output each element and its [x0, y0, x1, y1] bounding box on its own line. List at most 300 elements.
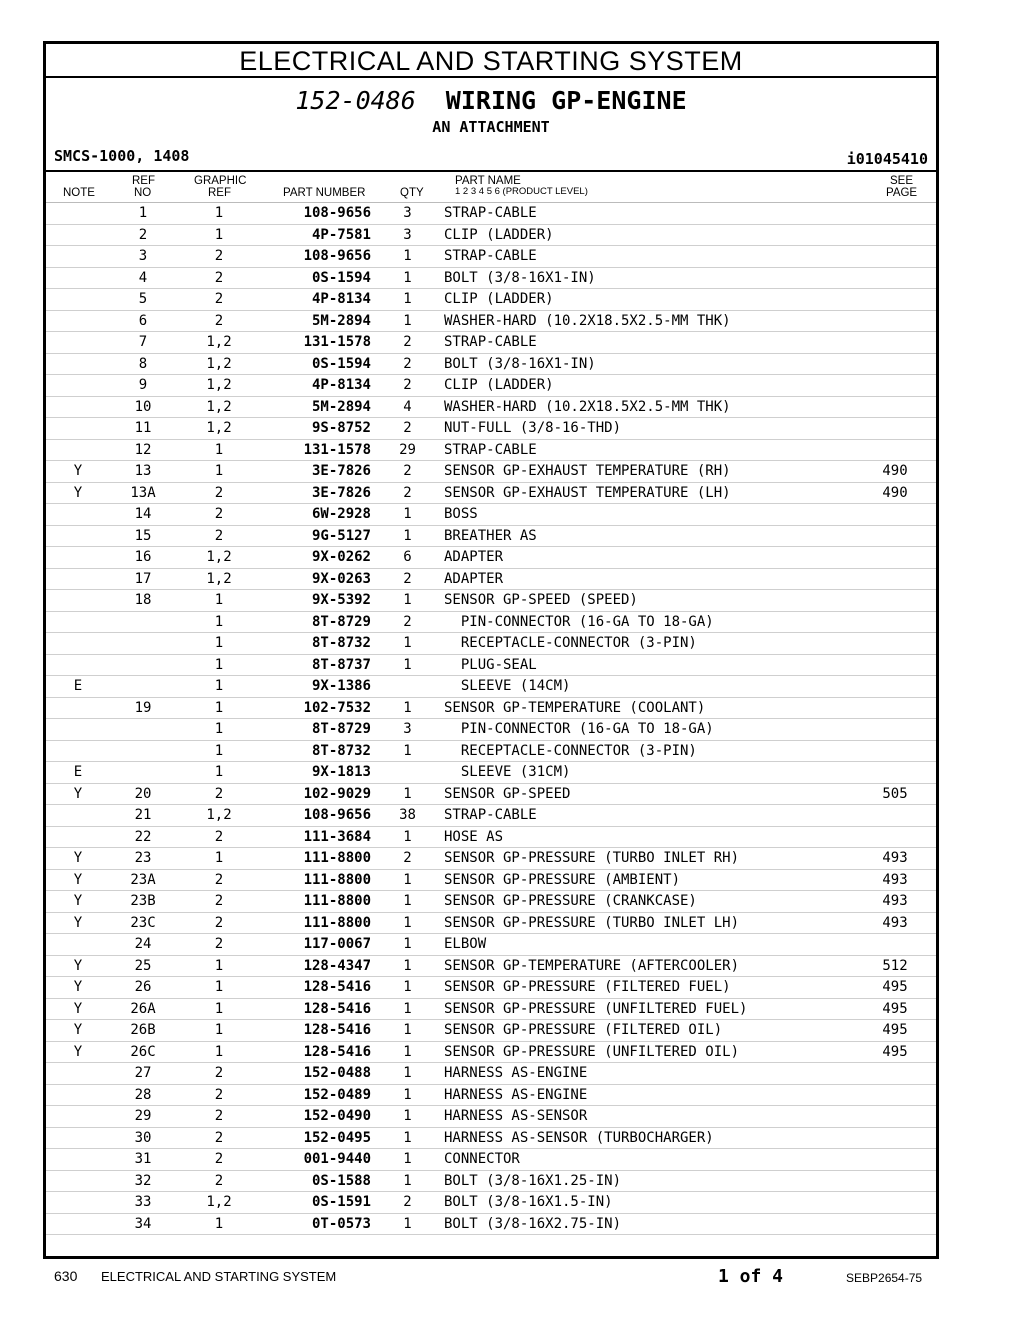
table-row [46, 783, 936, 805]
cell-qty: 1 [371, 869, 444, 891]
cell-gr: 1,2 [176, 332, 262, 354]
cell-pn: 5M-2894 [262, 396, 371, 418]
cell-qty: 1 [371, 1020, 444, 1042]
cell-qty [371, 676, 444, 698]
cell-ref [110, 654, 176, 676]
cell-ref [110, 676, 176, 698]
cell-see [854, 611, 936, 633]
illustration-id: i01045410 [846, 150, 928, 168]
cell-name: HARNESS AS-ENGINE [444, 1063, 854, 1085]
cell-ref: 15 [110, 525, 176, 547]
cell-qty: 1 [371, 310, 444, 332]
table-row [46, 246, 936, 268]
cell-see: 490 [854, 461, 936, 483]
cell-gr: 1 [176, 461, 262, 483]
cell-qty: 1 [371, 740, 444, 762]
cell-see [854, 1127, 936, 1149]
cell-qty: 2 [371, 848, 444, 870]
cell-note [46, 504, 110, 526]
cell-gr: 2 [176, 1084, 262, 1106]
cell-see [854, 224, 936, 246]
cell-see [854, 719, 936, 741]
table-row [46, 439, 936, 461]
col-graphic-bottom: REF [208, 187, 231, 199]
cell-gr: 1,2 [176, 375, 262, 397]
cell-note [46, 568, 110, 590]
cell-note: E [46, 676, 110, 698]
table-row [46, 418, 936, 440]
table-row [46, 697, 936, 719]
cell-pn: 152-0490 [262, 1106, 371, 1128]
cell-name: STRAP-CABLE [444, 805, 854, 827]
cell-name: HOSE AS [444, 826, 854, 848]
cell-qty: 1 [371, 504, 444, 526]
cell-pn: 108-9656 [262, 805, 371, 827]
footer-page-number: 630 [54, 1268, 78, 1284]
cell-name: CLIP (LADDER) [444, 224, 854, 246]
table-row [46, 1149, 936, 1171]
cell-ref: 13A [110, 482, 176, 504]
table-row [46, 977, 936, 999]
table-row [46, 1084, 936, 1106]
cell-note [46, 1213, 110, 1235]
cell-qty [371, 762, 444, 784]
cell-name: SENSOR GP-PRESSURE (UNFILTERED FUEL) [444, 998, 854, 1020]
table-row [46, 676, 936, 698]
cell-gr: 2 [176, 869, 262, 891]
table-row [46, 332, 936, 354]
cell-see [854, 203, 936, 224]
cell-ref: 8 [110, 353, 176, 375]
cell-ref: 6 [110, 310, 176, 332]
cell-see [854, 1170, 936, 1192]
cell-note: Y [46, 869, 110, 891]
table-row [46, 955, 936, 977]
cell-qty: 4 [371, 396, 444, 418]
cell-ref: 2 [110, 224, 176, 246]
cell-qty: 1 [371, 289, 444, 311]
cell-qty: 1 [371, 977, 444, 999]
cell-ref: 26A [110, 998, 176, 1020]
cell-note: Y [46, 912, 110, 934]
cell-note [46, 654, 110, 676]
table-row [46, 912, 936, 934]
table-row [46, 1127, 936, 1149]
cell-see [854, 568, 936, 590]
cell-gr: 2 [176, 267, 262, 289]
cell-qty: 1 [371, 1127, 444, 1149]
cell-pn: 117-0067 [262, 934, 371, 956]
cell-pn: 4P-8134 [262, 375, 371, 397]
cell-ref: 34 [110, 1213, 176, 1235]
cell-qty: 1 [371, 1149, 444, 1171]
cell-gr: 1 [176, 848, 262, 870]
cell-qty: 2 [371, 418, 444, 440]
cell-pn: 8T-8737 [262, 654, 371, 676]
cell-see [854, 1063, 936, 1085]
table-row [46, 203, 936, 224]
cell-ref: 23A [110, 869, 176, 891]
cell-see [854, 805, 936, 827]
cell-ref: 10 [110, 396, 176, 418]
cell-name: CONNECTOR [444, 1149, 854, 1171]
cell-pn: 108-9656 [262, 203, 371, 224]
cell-see [854, 332, 936, 354]
cell-name: HARNESS AS-SENSOR [444, 1106, 854, 1128]
cell-ref [110, 719, 176, 741]
cell-qty: 2 [371, 332, 444, 354]
cell-note: Y [46, 783, 110, 805]
cell-qty: 1 [371, 697, 444, 719]
col-part-number: PART NUMBER [283, 187, 366, 199]
cell-name: BOLT (3/8-16X2.75-IN) [444, 1213, 854, 1235]
cell-pn: 9X-1386 [262, 676, 371, 698]
cell-see [854, 353, 936, 375]
cell-see [854, 375, 936, 397]
page-frame [43, 41, 939, 1259]
cell-pn: 128-5416 [262, 998, 371, 1020]
cell-qty: 1 [371, 912, 444, 934]
cell-name: SENSOR GP-PRESSURE (TURBO INLET LH) [444, 912, 854, 934]
cell-ref: 16 [110, 547, 176, 569]
cell-see: 495 [854, 1020, 936, 1042]
cell-see [854, 697, 936, 719]
cell-pn: 0S-1594 [262, 267, 371, 289]
cell-pn: 152-0495 [262, 1127, 371, 1149]
cell-ref: 23 [110, 848, 176, 870]
cell-qty: 6 [371, 547, 444, 569]
cell-see [854, 590, 936, 612]
cell-see [854, 676, 936, 698]
col-see-top: SEE [890, 175, 914, 187]
cell-gr: 2 [176, 504, 262, 526]
cell-note: Y [46, 461, 110, 483]
table-row [46, 525, 936, 547]
table-row [46, 891, 936, 913]
cell-gr: 2 [176, 482, 262, 504]
cell-note: Y [46, 848, 110, 870]
cell-note [46, 719, 110, 741]
cell-gr: 1 [176, 633, 262, 655]
col-ref-top: REF [132, 175, 155, 187]
table-row [46, 740, 936, 762]
table-row [46, 267, 936, 289]
table-row [46, 375, 936, 397]
col-ref-bottom: NO [134, 187, 152, 199]
cell-note [46, 547, 110, 569]
footer-sheet: 1 of 4 [718, 1266, 784, 1287]
cell-pn: 128-5416 [262, 1041, 371, 1063]
cell-pn: 0T-0573 [262, 1213, 371, 1235]
cell-qty: 1 [371, 826, 444, 848]
cell-ref [110, 633, 176, 655]
cell-gr: 1 [176, 762, 262, 784]
cell-name: HARNESS AS-SENSOR (TURBOCHARGER) [444, 1127, 854, 1149]
cell-see [854, 740, 936, 762]
group-title [46, 86, 936, 115]
cell-name: BOLT (3/8-16X1-IN) [444, 267, 854, 289]
cell-ref: 33 [110, 1192, 176, 1214]
table-row [46, 1213, 936, 1235]
cell-see [854, 934, 936, 956]
table-row [46, 353, 936, 375]
cell-see: 493 [854, 869, 936, 891]
smcs-code: SMCS-1000, 1408 [54, 147, 190, 165]
col-qty: QTY [400, 187, 424, 199]
cell-ref: 3 [110, 246, 176, 268]
table-row [46, 1170, 936, 1192]
cell-gr: 2 [176, 783, 262, 805]
cell-gr: 1 [176, 1213, 262, 1235]
cell-note [46, 1149, 110, 1171]
cell-note [46, 224, 110, 246]
cell-note [46, 590, 110, 612]
cell-gr: 2 [176, 1149, 262, 1171]
cell-ref: 26B [110, 1020, 176, 1042]
cell-note: E [46, 762, 110, 784]
cell-see [854, 826, 936, 848]
cell-name: CLIP (LADDER) [444, 289, 854, 311]
cell-ref: 27 [110, 1063, 176, 1085]
cell-pn: 111-3684 [262, 826, 371, 848]
cell-gr: 1 [176, 977, 262, 999]
cell-see [854, 1213, 936, 1235]
cell-ref: 13 [110, 461, 176, 483]
cell-note: Y [46, 955, 110, 977]
cell-ref: 9 [110, 375, 176, 397]
cell-qty: 2 [371, 375, 444, 397]
cell-note [46, 1170, 110, 1192]
parts-table [46, 203, 936, 1235]
cell-see: 490 [854, 482, 936, 504]
cell-gr: 1,2 [176, 805, 262, 827]
cell-qty: 3 [371, 224, 444, 246]
cell-note [46, 353, 110, 375]
cell-gr: 1,2 [176, 418, 262, 440]
cell-pn: 9X-1813 [262, 762, 371, 784]
table-row [46, 1192, 936, 1214]
cell-name: SENSOR GP-PRESSURE (TURBO INLET RH) [444, 848, 854, 870]
cell-gr: 1,2 [176, 568, 262, 590]
cell-see [854, 439, 936, 461]
cell-pn: 0S-1594 [262, 353, 371, 375]
page-title: ELECTRICAL AND STARTING SYSTEM [46, 44, 936, 78]
cell-note [46, 633, 110, 655]
cell-note [46, 1084, 110, 1106]
cell-name: PIN-CONNECTOR (16-GA TO 18-GA) [444, 719, 854, 741]
cell-name: RECEPTACLE-CONNECTOR (3-PIN) [444, 633, 854, 655]
cell-see [854, 504, 936, 526]
cell-gr: 1 [176, 611, 262, 633]
col-see-bottom: PAGE [886, 187, 918, 199]
group-number: 152-0486 [295, 86, 416, 115]
cell-name: BOLT (3/8-16X1.25-IN) [444, 1170, 854, 1192]
col-product-level: 1 2 3 4 5 6 (PRODUCT LEVEL) [455, 186, 588, 197]
cell-name: ADAPTER [444, 547, 854, 569]
cell-ref: 18 [110, 590, 176, 612]
cell-note [46, 1127, 110, 1149]
cell-pn: 9X-0263 [262, 568, 371, 590]
footer-doc-id: SEBP2654-75 [846, 1271, 923, 1285]
cell-ref: 7 [110, 332, 176, 354]
cell-ref: 29 [110, 1106, 176, 1128]
cell-pn: 9S-8752 [262, 418, 371, 440]
cell-pn: 8T-8732 [262, 740, 371, 762]
cell-note [46, 203, 110, 224]
cell-ref: 24 [110, 934, 176, 956]
cell-ref: 14 [110, 504, 176, 526]
footer-section: ELECTRICAL AND STARTING SYSTEM [101, 1269, 337, 1284]
cell-pn: 102-7532 [262, 697, 371, 719]
cell-see: 495 [854, 998, 936, 1020]
cell-name: CLIP (LADDER) [444, 375, 854, 397]
cell-note [46, 934, 110, 956]
cell-note [46, 1106, 110, 1128]
cell-name: STRAP-CABLE [444, 332, 854, 354]
cell-see: 493 [854, 912, 936, 934]
cell-ref: 5 [110, 289, 176, 311]
cell-gr: 2 [176, 912, 262, 934]
table-row [46, 719, 936, 741]
cell-name: HARNESS AS-ENGINE [444, 1084, 854, 1106]
table-row [46, 396, 936, 418]
cell-note [46, 375, 110, 397]
cell-pn: 131-1578 [262, 332, 371, 354]
cell-gr: 1,2 [176, 547, 262, 569]
col-note: NOTE [63, 187, 95, 199]
cell-name: SENSOR GP-PRESSURE (FILTERED FUEL) [444, 977, 854, 999]
table-row [46, 654, 936, 676]
cell-qty: 1 [371, 525, 444, 547]
table-row [46, 482, 936, 504]
cell-note: Y [46, 1020, 110, 1042]
cell-name: WASHER-HARD (10.2X18.5X2.5-MM THK) [444, 310, 854, 332]
table-row [46, 504, 936, 526]
cell-note: Y [46, 977, 110, 999]
cell-qty: 2 [371, 611, 444, 633]
cell-qty: 1 [371, 1106, 444, 1128]
cell-gr: 1,2 [176, 1192, 262, 1214]
cell-gr: 2 [176, 1127, 262, 1149]
cell-pn: 102-9029 [262, 783, 371, 805]
cell-name: WASHER-HARD (10.2X18.5X2.5-MM THK) [444, 396, 854, 418]
cell-qty: 29 [371, 439, 444, 461]
table-row [46, 633, 936, 655]
cell-see [854, 310, 936, 332]
cell-qty: 1 [371, 654, 444, 676]
cell-ref: 17 [110, 568, 176, 590]
cell-ref: 23B [110, 891, 176, 913]
cell-pn: 111-8800 [262, 869, 371, 891]
cell-pn: 152-0488 [262, 1063, 371, 1085]
table-row [46, 848, 936, 870]
cell-see [854, 1192, 936, 1214]
cell-name: STRAP-CABLE [444, 439, 854, 461]
cell-ref: 28 [110, 1084, 176, 1106]
cell-qty: 1 [371, 267, 444, 289]
cell-see [854, 633, 936, 655]
cell-see: 495 [854, 977, 936, 999]
group-name: WIRING GP-ENGINE [445, 86, 687, 115]
cell-gr: 1 [176, 740, 262, 762]
cell-qty: 2 [371, 482, 444, 504]
cell-name: BOLT (3/8-16X1-IN) [444, 353, 854, 375]
cell-qty: 1 [371, 1063, 444, 1085]
cell-name: STRAP-CABLE [444, 203, 854, 224]
cell-qty: 2 [371, 1192, 444, 1214]
table-row [46, 1041, 936, 1063]
cell-ref: 1 [110, 203, 176, 224]
cell-ref: 12 [110, 439, 176, 461]
cell-ref: 32 [110, 1170, 176, 1192]
cell-note [46, 525, 110, 547]
cell-name: PLUG-SEAL [444, 654, 854, 676]
cell-note [46, 418, 110, 440]
cell-see: 493 [854, 848, 936, 870]
cell-name: SENSOR GP-SPEED [444, 783, 854, 805]
table-row [46, 934, 936, 956]
cell-gr: 1 [176, 1041, 262, 1063]
cell-note: Y [46, 482, 110, 504]
cell-name: SENSOR GP-PRESSURE (UNFILTERED OIL) [444, 1041, 854, 1063]
col-part-name: PART NAME [455, 175, 521, 187]
cell-see [854, 396, 936, 418]
cell-note [46, 289, 110, 311]
cell-note [46, 267, 110, 289]
table-row [46, 762, 936, 784]
cell-qty: 1 [371, 1213, 444, 1235]
cell-qty: 1 [371, 246, 444, 268]
cell-gr: 1 [176, 998, 262, 1020]
cell-gr: 1 [176, 955, 262, 977]
cell-gr: 2 [176, 891, 262, 913]
cell-pn: 6W-2928 [262, 504, 371, 526]
cell-name: SENSOR GP-EXHAUST TEMPERATURE (LH) [444, 482, 854, 504]
cell-see: 493 [854, 891, 936, 913]
cell-name: RECEPTACLE-CONNECTOR (3-PIN) [444, 740, 854, 762]
cell-see: 505 [854, 783, 936, 805]
cell-name: SENSOR GP-PRESSURE (FILTERED OIL) [444, 1020, 854, 1042]
cell-gr: 1 [176, 439, 262, 461]
table-row [46, 1063, 936, 1085]
cell-note [46, 310, 110, 332]
cell-gr: 2 [176, 525, 262, 547]
cell-see [854, 1106, 936, 1128]
cell-note [46, 246, 110, 268]
cell-gr: 2 [176, 310, 262, 332]
cell-gr: 2 [176, 246, 262, 268]
cell-name: ADAPTER [444, 568, 854, 590]
cell-note: Y [46, 1041, 110, 1063]
cell-pn: 128-5416 [262, 977, 371, 999]
cell-qty: 1 [371, 934, 444, 956]
cell-note [46, 332, 110, 354]
cell-note [46, 396, 110, 418]
cell-name: ELBOW [444, 934, 854, 956]
table-row [46, 568, 936, 590]
cell-note [46, 697, 110, 719]
cell-ref: 19 [110, 697, 176, 719]
cell-pn: 4P-8134 [262, 289, 371, 311]
cell-pn: 9X-5392 [262, 590, 371, 612]
cell-note [46, 611, 110, 633]
cell-see [854, 654, 936, 676]
cell-pn: 111-8800 [262, 891, 371, 913]
cell-name: STRAP-CABLE [444, 246, 854, 268]
cell-see [854, 525, 936, 547]
cell-see [854, 289, 936, 311]
cell-pn: 4P-7581 [262, 224, 371, 246]
